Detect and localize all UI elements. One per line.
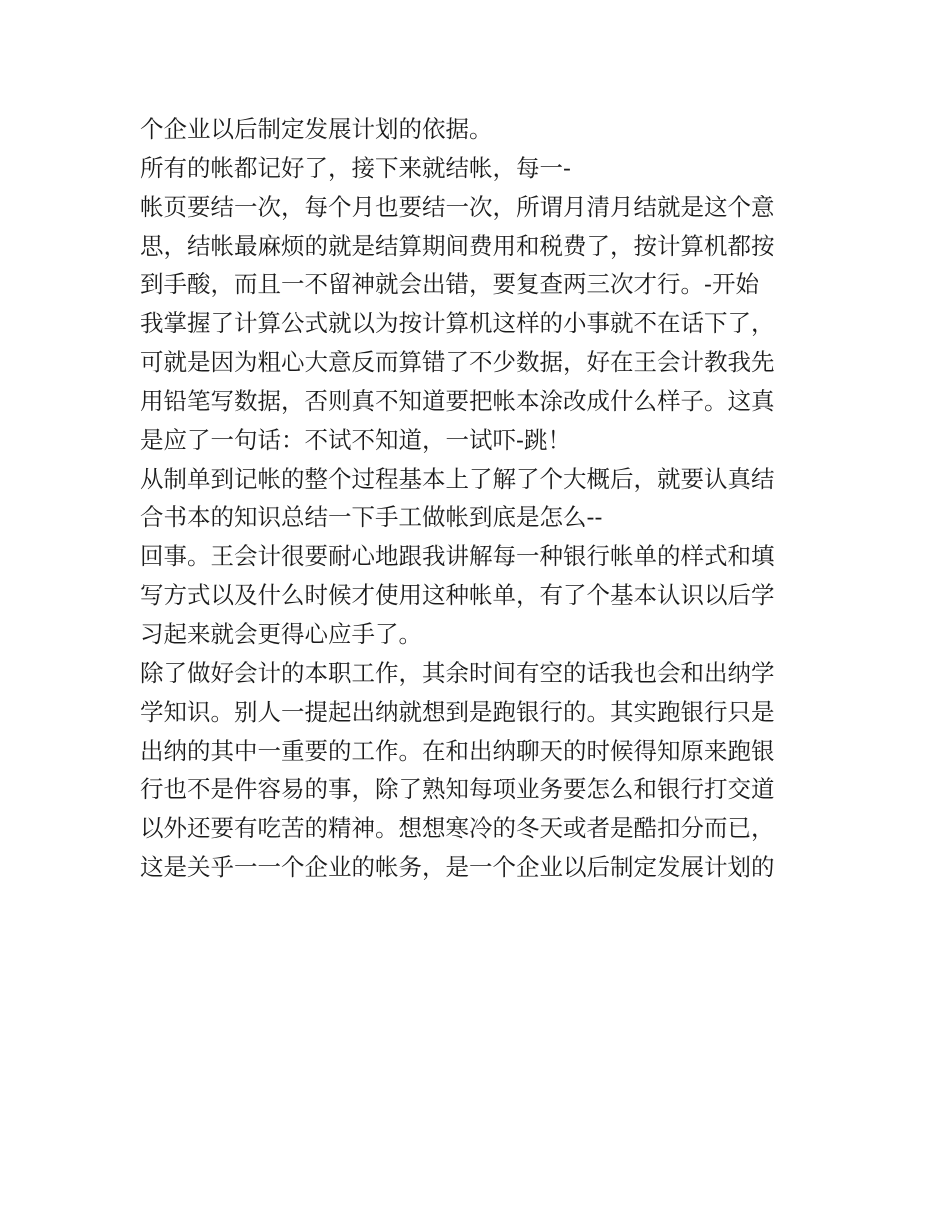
text-line: 除了做好会计的本职工作，其余时间有空的话我也会和出纳学	[140, 658, 775, 687]
text-line: 我掌握了计算公式就以为按计算机这样的小事就不在话下了，	[140, 309, 775, 338]
text-line: 从制单到记帐的整个过程基本上了解了个大概后，就要认真结	[140, 464, 775, 493]
text-line: 思，结帐最麻烦的就是结算期间费用和税费了，按计算机都按	[140, 231, 775, 260]
text-line: 以外还要有吃苦的精神。想想寒冷的冬天或者是酷扣分而已，	[140, 814, 775, 843]
document-body	[140, 110, 830, 887]
text-line: 到手酸，而且一不留神就会出错，要复查两三次才行。-开始	[140, 270, 759, 299]
text-line: 写方式以及什么时候才使用这种帐单，有了个基本认识以后学	[140, 581, 775, 610]
text-line: 是应了一句话：不试不知道，一试吓-跳！	[140, 425, 571, 454]
text-line: 学知识。别人一提起出纳就想到是跑银行的。其实跑银行只是	[140, 697, 775, 726]
text-line: 所有的帐都记好了，接下来就结帐，每一-	[140, 153, 571, 182]
text-line: 回事。王会计很要耐心地跟我讲解每一种银行帐单的样式和填	[140, 542, 775, 571]
text-line: 帐页要结一次，每个月也要结一次，所谓月清月结就是这个意	[140, 192, 775, 221]
text-line: 用铅笔写数据，否则真不知道要把帐本涂改成什么样子。这真	[140, 386, 775, 415]
text-line: 可就是因为粗心大意反而算错了不少数据，好在王会计教我先	[140, 348, 775, 377]
text-line: 这是关乎一一个企业的帐务，是一个企业以后制定发展计划的	[140, 853, 775, 882]
text-line: 习起来就会更得心应手了。	[140, 619, 422, 648]
text-line: 出纳的其中一重要的工作。在和出纳聊天的时候得知原来跑银	[140, 736, 775, 765]
text-line: 行也不是件容易的事，除了熟知每项业务要怎么和银行打交道	[140, 775, 775, 804]
text-line: 个企业以后制定发展计划的依据。	[140, 115, 493, 143]
text-line: 合书本的知识总结一下手工做帐到底是怎么--	[140, 503, 603, 532]
